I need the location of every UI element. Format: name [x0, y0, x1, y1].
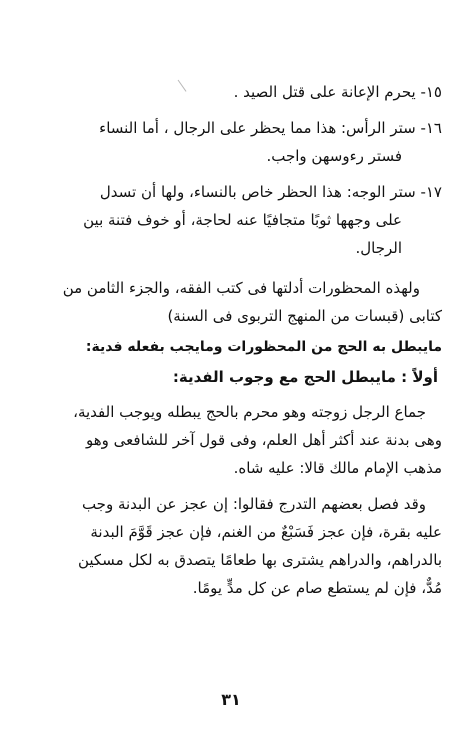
paragraph — [24, 490, 442, 602]
text-line: ١٦- ستر الرأس: هذا مما يحظر على الرجال ، أما النساء — [99, 119, 442, 137]
paragraph — [24, 274, 442, 330]
text-line: مُدٌّ، فإن لم يستطع صام عن كل مدٍّ يومًا. — [192, 579, 442, 597]
text-line: الرجال. — [355, 239, 402, 257]
text-line: على وجهها ثوبًا متجافيًا عنه لحاجة، أو خوف فتنة بين — [83, 211, 402, 229]
paragraph — [24, 398, 442, 482]
subsection-heading: أولاً : مايبطل الحج مع وجوب الفدية: — [172, 368, 438, 386]
text-line: فستر رءوسهن واجب. — [266, 147, 402, 165]
text-line: وهى بدنة عند أكثر أهل العلم، وفى قول آخر للشافعى وهو — [85, 431, 442, 449]
section-heading: مايبطل به الحج من المحظورات ومايجب بفعله فدية: — [85, 339, 442, 355]
text-line: ولهذه المحظورات أدلتها فى كتب الفقه، والجزء الثامن من — [62, 279, 420, 297]
text-line: وقد فصل بعضهم التدرج فقالوا: إن عجز عن البدنة وجب — [81, 495, 426, 513]
page-body — [24, 78, 442, 602]
text-line: بالدراهم، والدراهم يشترى بها طعامًا يتصدق به لكل مسكين — [77, 551, 442, 569]
list-item — [24, 114, 442, 170]
page-number: ٣١ — [221, 690, 241, 709]
list-item — [24, 178, 442, 262]
text-line: ١٥- يحرم الإعانة على قتل الصيد . — [233, 83, 442, 101]
text-line: جماع الرجل زوجته وهو محرم بالحج يبطله ويوجب الفدية، — [73, 403, 426, 421]
list-item — [24, 78, 442, 106]
text-line: ١٧- ستر الوجه: هذا الحظر خاص بالنساء، ولها أن تسدل — [99, 183, 442, 201]
text-line: مذهب الإمام مالك قالا: عليه شاه. — [233, 459, 442, 477]
text-line: كتابى (قبسات من المنهج التربوى فى السنة) — [167, 307, 442, 325]
text-line: عليه بقرة، فإن عجز فَسَبْعٌ من الغنم، فإن عجز قَوَّمَ البدنة — [90, 523, 442, 541]
